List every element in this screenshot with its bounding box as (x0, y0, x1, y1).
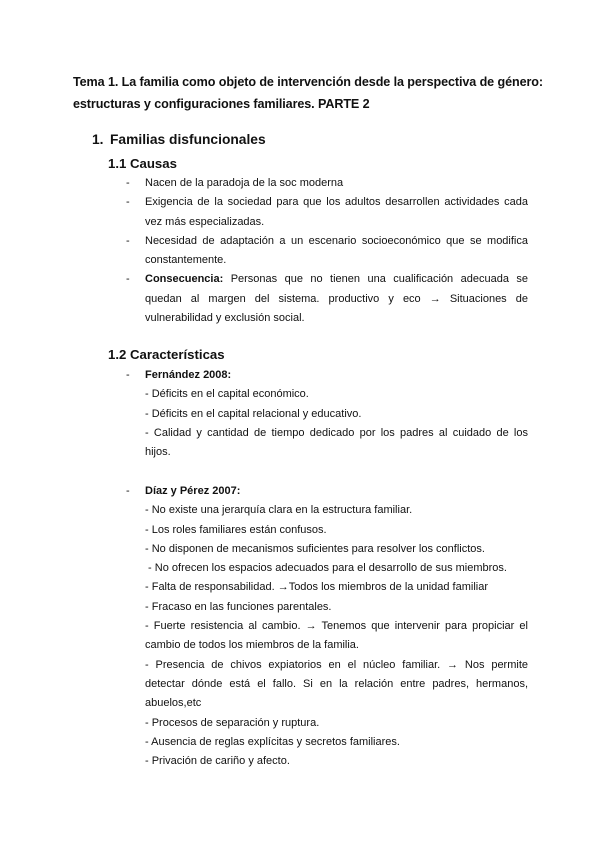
group-line: - Falta de responsabilidad. →Todos los miembros de la unidad familiar (145, 581, 489, 594)
list-item (126, 193, 528, 232)
group-line: - Fuerte resistencia al cambio. → Tenemos que intervenir para propiciar el cambio de todos los miembros de la familia. (145, 620, 528, 652)
item-text: Nacen de la paradoja de la soc moderna (145, 177, 344, 189)
group-line: - Déficits en el capital económico. (145, 388, 309, 401)
group-line: - No ofrecen los espacios adecuados para el desarrollo de sus miembros. (145, 562, 507, 575)
item-text: Exigencia de la sociedad para que los adultos desarrollen actividades cada vez más especializadas. (145, 196, 528, 228)
group-line: - Privación de cariño y afecto. (145, 755, 290, 768)
item-text: Necesidad de adaptación a un escenario socioeconómico que se modifica constantemente. (145, 234, 528, 267)
list-item (126, 270, 528, 328)
group-author: - Díaz y Pérez 2007: (126, 482, 528, 501)
item-label: Consecuencia: (145, 273, 224, 286)
document-title: Tema 1. La familia como objeto de intervención desde la perspectiva de género: estructuras y configuraciones familiares. PARTE 2 (73, 75, 543, 111)
group-line: - Presencia de chivos expiatorios en el núcleo familiar. → Nos permite detectar dónde está el fallo. Si en la relación entre padres, hermanos, abuelos,etc (145, 658, 528, 710)
group-line: - Ausencia de reglas explícitas y secretos familiares. (145, 735, 400, 748)
group-author: - Fernández 2008: (126, 366, 528, 385)
subsection-heading-caracteristicas: 1.2 Características (108, 347, 225, 362)
list-item (126, 174, 528, 193)
group-line: - Calidad y cantidad de tiempo dedicado por los padres al cuidado de los hijos. (145, 426, 528, 459)
group-line: - Procesos de separación y ruptura. (145, 716, 320, 729)
group-fernandez (126, 366, 528, 462)
subsection-heading-causas: 1.1 Causas (108, 156, 177, 171)
causas-list (126, 174, 528, 328)
group-diaz-perez (126, 482, 528, 771)
section-number: 1. (92, 132, 104, 147)
group-line: - Déficits en el capital relacional y educativo. (145, 407, 362, 420)
group-line: - Los roles familiares están confusos. (145, 523, 327, 536)
item-text: Personas que no tienen una cualificación adecuada se quedan al margen del sistema. productivo y eco → Situaciones de vulnerabilidad y exclusión social. (145, 273, 528, 325)
section-heading-familias-disfuncionales (92, 132, 266, 147)
list-item (126, 232, 528, 271)
group-line: - No disponen de mecanismos suficientes para resolver los conflictos. (145, 542, 485, 555)
group-line: - Fracaso en las funciones parentales. (145, 600, 332, 613)
group-line: - No existe una jerarquía clara en la estructura familiar. (145, 504, 413, 517)
section-title: Familias disfuncionales (110, 132, 266, 147)
